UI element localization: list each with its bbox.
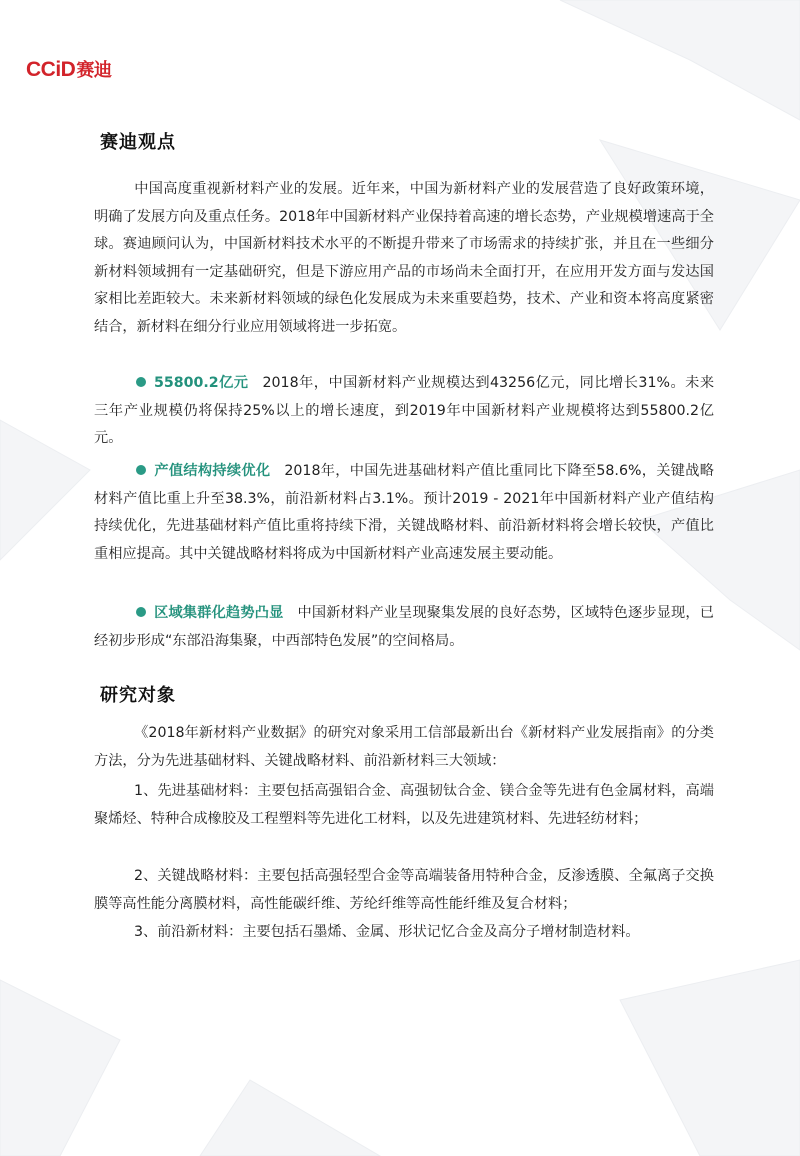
logo-cn: 赛迪 bbox=[76, 60, 112, 81]
bullet-highlight: 区域集群化趋势凸显 bbox=[154, 605, 284, 621]
object-item-text: 1、先进基础材料：主要包括高强铝合金、高强韧钛合金、镁合金等先进有色金属材料，高端聚烯烃、特种合成橡胶及工程塑料等先进化工材料，以及先进建筑材料、先进轻纺材料； bbox=[94, 783, 714, 827]
object-item-text: 3、前沿新材料：主要包括石墨烯、金属、形状记忆合金及高分子增材制造材料。 bbox=[134, 924, 640, 940]
object-item-text: 2、关键战略材料：主要包括高强轻型合金等高端装备用特种合金，反渗透膜、全氟离子交换膜等高性能分离膜材料，高性能碳纤维、芳纶纤维等高性能纤维及复合材料； bbox=[94, 868, 714, 912]
bullet-text: 2018年，中国新材料产业规模达到43256亿元，同比增长31%。未来三年产业规模仍将保持25%以上的增长速度，到2019年中国新材料产业规模将达到55800.2亿元。 bbox=[94, 375, 715, 446]
bullet-item bbox=[94, 370, 714, 453]
bullet-dot-icon bbox=[136, 377, 146, 387]
bullet-highlight: 产值结构持续优化 bbox=[154, 463, 271, 479]
object-intro-text: 《2018年新材料产业数据》的研究对象采用工信部最新出台《新材料产业发展指南》的分类方法，分为先进基础材料、关键战略材料、前沿新材料三大领域： bbox=[94, 725, 714, 769]
section-title-view: 赛迪观点 bbox=[100, 132, 176, 153]
bullet-text: 2018年，中国先进基础材料产值比重同比下降至58.6%，关键战略材料产值比重上升至38.3%，前沿新材料占3.1%。预计2019 - 2021年中国新材料产业产值结构持续优化，先进基础材料产值比重将持续下滑，关键战略材料、前沿新材料将会增长较快，产值比重相应提高。其中关键战略材料将成为中国新材料产业高速发展主要动能。 bbox=[94, 463, 714, 562]
logo-latin: CCiD bbox=[26, 58, 76, 81]
bullet-dot-icon bbox=[136, 465, 146, 475]
bullet-item bbox=[94, 600, 714, 655]
object-item bbox=[94, 778, 714, 833]
bullet-text: 中国新材料产业呈现聚集发展的良好态势，区域特色逐步显现，已经初步形成“东部沿海集聚，中西部特色发展”的空间格局。 bbox=[94, 605, 714, 649]
object-intro-paragraph bbox=[94, 720, 714, 775]
view-intro-text: 中国高度重视新材料产业的发展。近年来，中国为新材料产业的发展营造了良好政策环境，明确了发展方向及重点任务。2018年中国新材料产业保持着高速的增长态势，产业规模增速高于全球。赛迪顾问认为，中国新材料技术水平的不断提升带来了市场需求的持续扩张，并且在一些细分新材料领域拥有一定基础研究，但是下游应用产品的市场尚未全面打开，在应用开发方面与发达国家相比差距较大。未来新材料领域的绿色化发展成为未来重要趋势，技术、产业和资本将高度紧密结合，新材料在细分行业应用领域将进一步拓宽。 bbox=[94, 181, 714, 335]
object-item bbox=[94, 919, 714, 947]
section-title-object: 研究对象 bbox=[100, 685, 176, 706]
bullet-highlight: 55800.2亿元 bbox=[154, 375, 249, 391]
view-intro-paragraph bbox=[94, 176, 714, 341]
ccid-logo bbox=[26, 58, 111, 83]
bullet-item bbox=[94, 458, 714, 568]
object-item bbox=[94, 863, 714, 918]
bullet-dot-icon bbox=[136, 607, 146, 617]
